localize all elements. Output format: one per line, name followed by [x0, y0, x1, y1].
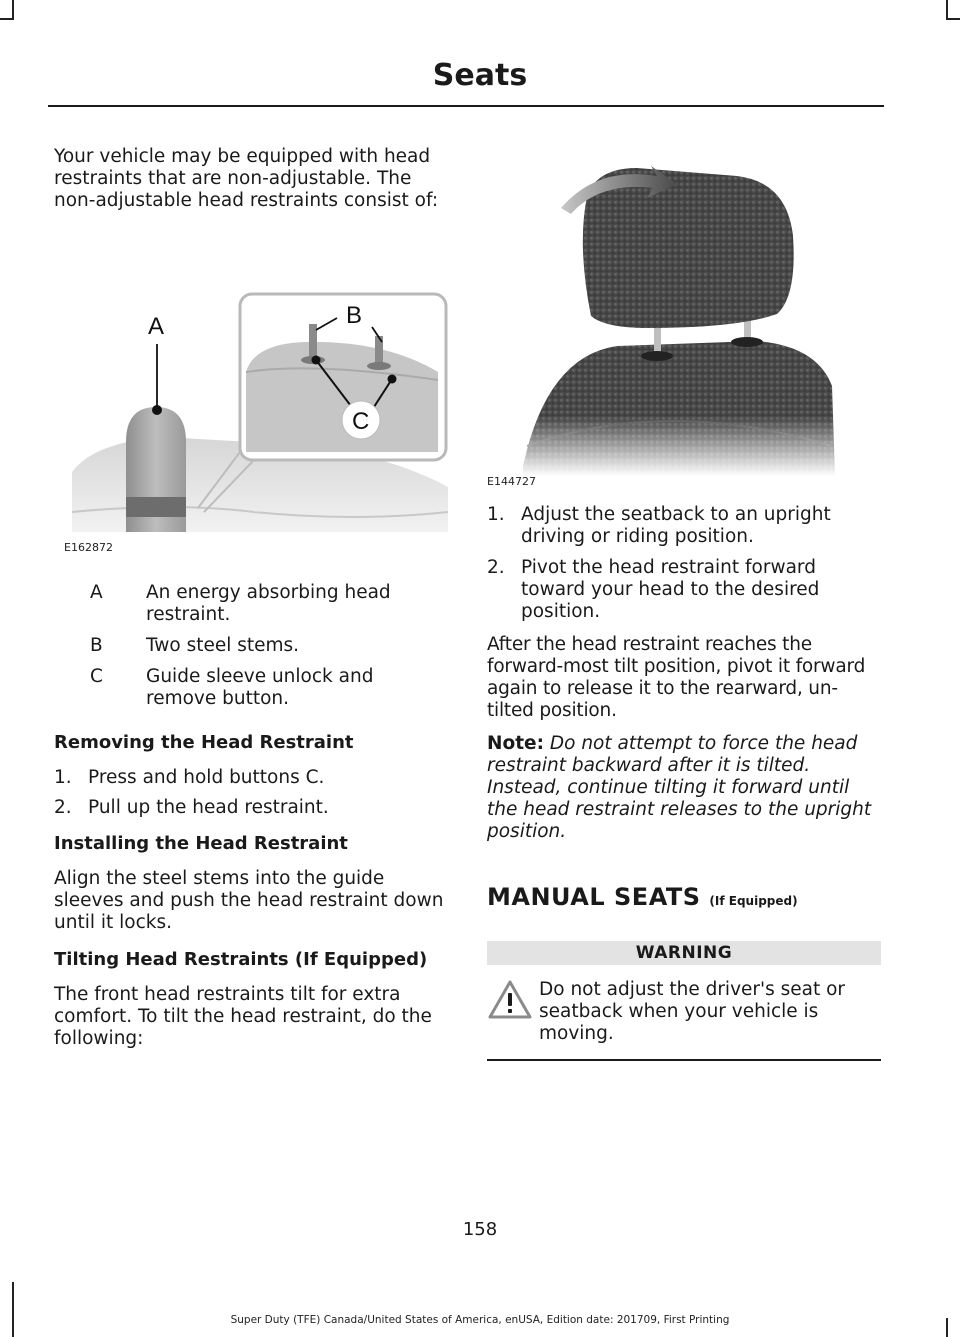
tilting-paragraph: The front head restraints tilt for extra comfort. To tilt the head restraint, do the following:: [54, 984, 432, 1049]
warning-divider: [487, 1059, 881, 1061]
list-item: [54, 767, 448, 789]
legend-text: Two steel stems.: [146, 635, 300, 656]
footer-text: Super Duty (TFE) Canada/United States of America, enUSA, Edition date: 201709, First Printing: [230, 1314, 730, 1326]
callout-c: C: [352, 408, 370, 435]
legend-item: [54, 635, 448, 657]
step-text: Adjust the seatback to an upright driving or riding position.: [521, 504, 831, 547]
manual-seats-qualifier: (If Equipped): [709, 894, 798, 908]
note-label: Note:: [487, 733, 544, 754]
installing-paragraph: Align the steel stems into the guide sleeves and push the head restraint down until it locks.: [54, 868, 444, 933]
legend-item: [54, 666, 448, 710]
installing-heading: Installing the Head Restraint: [54, 833, 348, 854]
manual-seats-title: MANUAL SEATS: [487, 883, 701, 911]
tilt-steps: [487, 504, 881, 623]
warning-body: [487, 965, 881, 1053]
figure-code: E144727: [487, 475, 536, 488]
tilt-figure: [487, 146, 881, 488]
step-number: 1.: [54, 767, 72, 788]
crop-mark: [946, 18, 960, 20]
removing-steps: [54, 767, 448, 819]
legend-letter: A: [90, 582, 103, 603]
warning-title: WARNING: [487, 941, 881, 965]
after-paragraph: After the head restraint reaches the forward-most tilt position, pivot it forward again to release it to the rearward, un-tilted position.: [487, 634, 866, 721]
list-item: [487, 557, 881, 623]
head-restraint-illustration: [54, 212, 448, 552]
step-number: 2.: [487, 557, 505, 578]
header-divider: [48, 105, 884, 107]
callout-b: B: [346, 302, 363, 329]
note-paragraph: [487, 733, 881, 843]
right-column: [487, 146, 881, 1061]
legend-text: An energy absorbing head restraint.: [146, 582, 391, 625]
intro-paragraph: Your vehicle may be equipped with head restraints that are non-adjustable. The non-adjustable head restraints consist of:: [54, 146, 439, 211]
head-restraint-figure: [54, 212, 448, 562]
step-number: 2.: [54, 797, 72, 818]
manual-seats-heading: [487, 883, 881, 911]
list-item: [487, 504, 881, 548]
warning-box: [487, 941, 881, 1061]
step-text: Press and hold buttons C.: [88, 767, 325, 788]
crop-mark: [12, 1282, 14, 1337]
callout-a: A: [148, 313, 165, 340]
page-number: 158: [462, 1219, 498, 1240]
legend-text: Guide sleeve unlock and remove button.: [146, 666, 374, 709]
tilting-heading: Tilting Head Restraints (If Equipped): [54, 949, 428, 970]
warning-triangle-icon: [487, 979, 535, 1045]
legend-item: [54, 582, 448, 626]
step-text: Pull up the head restraint.: [88, 797, 329, 818]
tilting-head-restraint-illustration: [487, 146, 881, 476]
step-number: 1.: [487, 504, 505, 525]
page-title: Seats: [432, 58, 528, 93]
figure-code: E162872: [64, 541, 113, 554]
legend-letter: B: [90, 635, 103, 656]
step-text: Pivot the head restraint forward toward your head to the desired position.: [521, 557, 820, 622]
crop-mark: [12, 0, 14, 20]
removing-heading: Removing the Head Restraint: [54, 732, 354, 753]
crop-mark: [0, 18, 14, 20]
left-column: [54, 146, 448, 1050]
note-text: Do not attempt to force the head restraint backward after it is tilted. Instead, continue tilting it forward until the head restraint releases to the upright position.: [487, 733, 872, 842]
warning-text: Do not adjust the driver's seat or seatback when your vehicle is moving.: [539, 979, 846, 1044]
crop-mark: [946, 0, 948, 20]
figure-legend: [54, 582, 448, 710]
legend-letter: C: [90, 666, 103, 687]
list-item: [54, 797, 448, 819]
